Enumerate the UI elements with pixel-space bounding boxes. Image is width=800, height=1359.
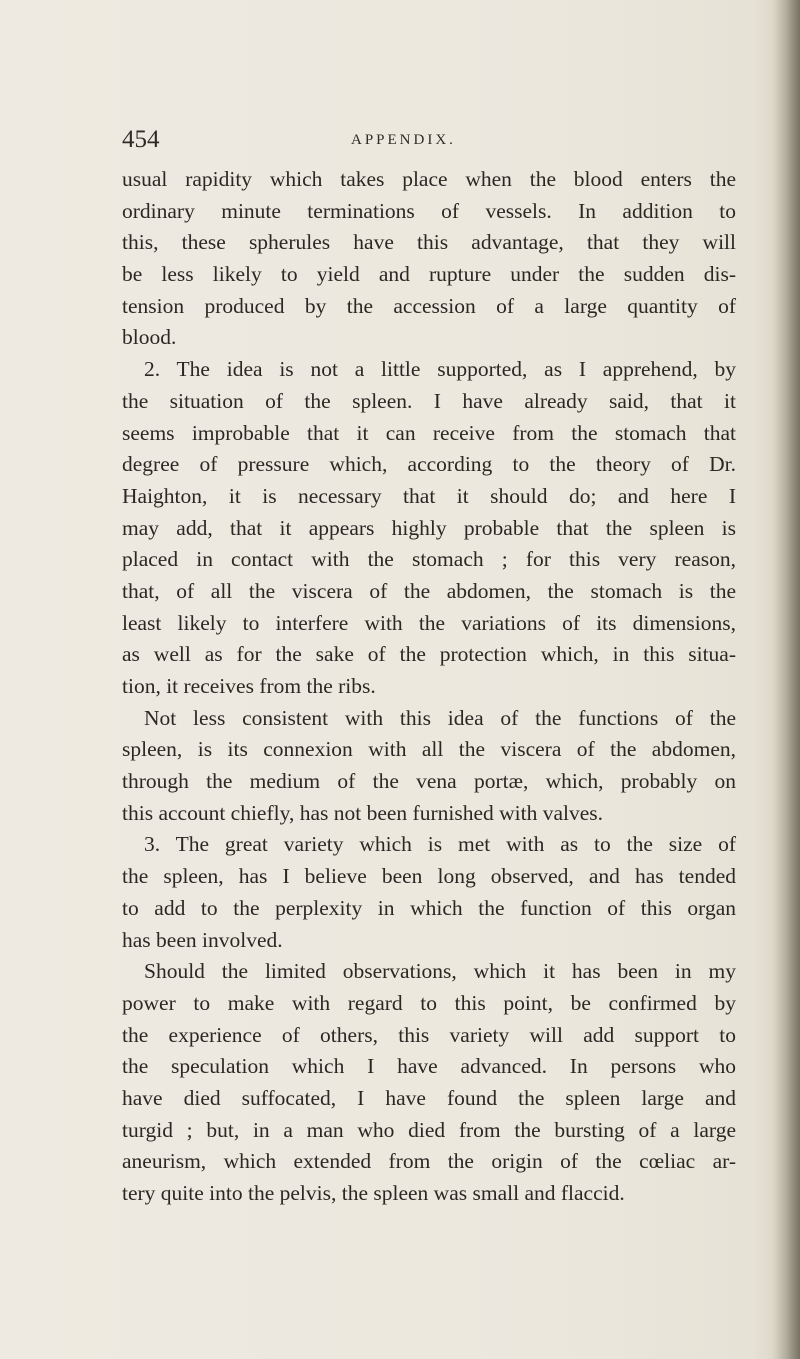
text-line: tion, it receives from the ribs.: [122, 674, 376, 698]
text-line: as well as for the sake of the protection which, in this situa-: [122, 642, 736, 667]
text-line: this account chiefly, has not been furnished with valves.: [122, 800, 604, 825]
text-line: 3. The great variety which is met with as to the size of: [144, 832, 736, 857]
text-line: usual rapidity which takes place when the blood enters the: [122, 167, 736, 191]
text-line: Haighton, it is necessary that it should do; and here I: [122, 483, 736, 508]
text-line: to add to the perplexity in which the function of this organ: [122, 895, 736, 920]
text-line: least likely to interfere with the variations of its dimensions,: [122, 610, 736, 635]
text-line: spleen, is its connexion with all the viscera of the abdomen,: [122, 737, 736, 762]
running-head: APPENDIX.: [351, 132, 456, 148]
text-line: this, these spherules have this advantage, that they will: [122, 230, 736, 255]
page-number: 454: [122, 126, 160, 153]
page-edge-shadow: [772, 0, 800, 1359]
text-line: blood.: [122, 325, 177, 350]
text-line: turgid ; but, in a man who died from the bursting of a large: [122, 1117, 736, 1142]
text-line: the situation of the spleen. I have already said, that it: [122, 388, 736, 413]
text-line: has been involved.: [122, 927, 283, 952]
text-line: ordinary minute terminations of vessels. In addition to: [122, 198, 736, 223]
text-line: Should the limited observations, which it has been in my: [144, 959, 736, 984]
text-line: the experience of others, this variety will add support to: [122, 1022, 736, 1047]
text-line: tension produced by the accession of a large quantity of: [122, 293, 736, 318]
text-line: have died suffocated, I have found the spleen large and: [122, 1085, 736, 1110]
text-line: Not less consistent with this idea of the functions of the: [144, 705, 736, 730]
text-line: placed in contact with the stomach ; for this very reason,: [122, 547, 736, 572]
text-line: 2. The idea is not a little supported, as I apprehend, by: [144, 357, 736, 382]
page-header: [122, 126, 722, 160]
text-line: that, of all the viscera of the abdomen, the stomach is the: [122, 578, 736, 603]
text-line: degree of pressure which, according to the theory of Dr.: [122, 452, 736, 477]
text-line: seems improbable that it can receive from the stomach that: [122, 420, 736, 445]
text-line: power to make with regard to this point, be confirmed by: [122, 990, 736, 1015]
text-line: tery quite into the pelvis, the spleen was small and flaccid.: [122, 1181, 625, 1205]
text-line: the spleen, has I believe been long observed, and has tended: [122, 864, 736, 889]
text-line: through the medium of the vena portæ, which, probably on: [122, 769, 736, 794]
text-line: aneurism, which extended from the origin of the cœliac ar-: [122, 1149, 736, 1174]
text-line: may add, that it appears highly probable that the spleen is: [122, 515, 736, 540]
text-line: be less likely to yield and rupture under the sudden dis-: [122, 262, 736, 287]
body-text: [122, 164, 736, 1210]
text-line: the speculation which I have advanced. In persons who: [122, 1054, 736, 1079]
